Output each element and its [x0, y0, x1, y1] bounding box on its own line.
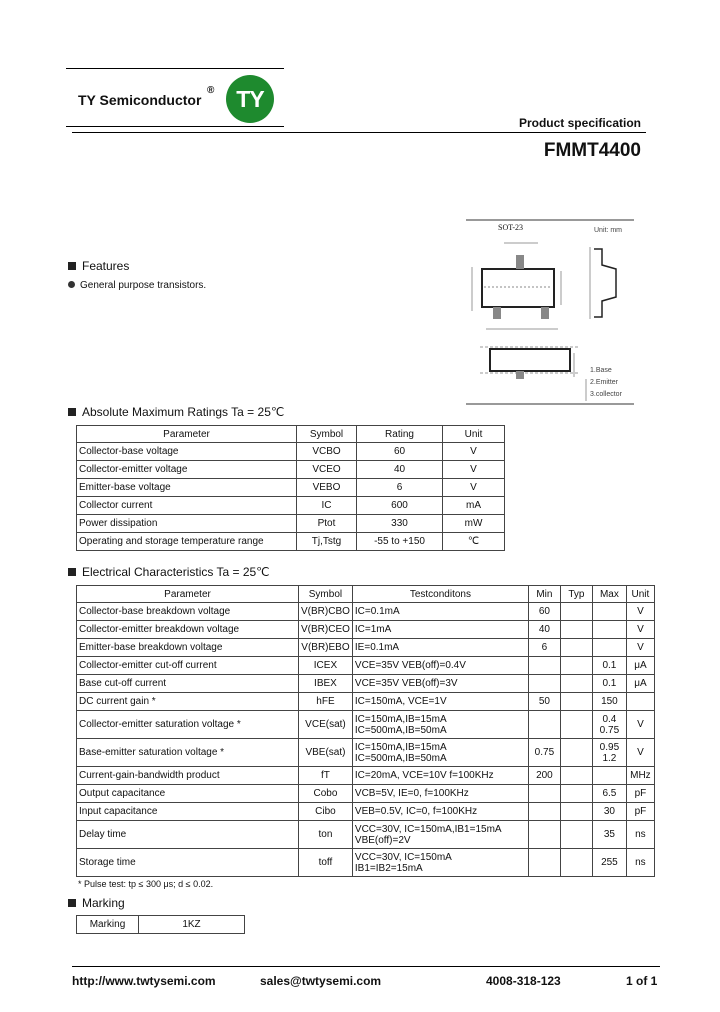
table-cell: IC=1mA	[352, 621, 528, 639]
table-cell: μA	[626, 657, 654, 675]
table-row	[77, 479, 505, 497]
table-cell: IC=150mA,IB=15mA IC=500mA,IB=50mA	[352, 711, 528, 739]
table-cell: IC=0.1mA	[352, 603, 528, 621]
table-cell: mW	[443, 515, 505, 533]
marking-heading: Marking	[68, 896, 125, 910]
table-cell	[560, 711, 592, 739]
footer-rule	[72, 966, 660, 967]
table-cell: Power dissipation	[77, 515, 297, 533]
table-cell: 0.4 0.75	[592, 711, 626, 739]
table-cell: V	[626, 621, 654, 639]
footer-page: 1 of 1	[626, 974, 658, 988]
marking-value: 1KZ	[139, 916, 245, 934]
square-bullet-icon	[68, 899, 76, 907]
table-cell: MHz	[626, 767, 654, 785]
table-cell	[560, 785, 592, 803]
table-cell	[560, 849, 592, 877]
table-cell: IE=0.1mA	[352, 639, 528, 657]
table-cell: VCE(sat)	[299, 711, 353, 739]
table-cell: IC=150mA,IB=15mA IC=500mA,IB=50mA	[352, 739, 528, 767]
table-row	[77, 739, 655, 767]
table-cell: ns	[626, 821, 654, 849]
table-cell	[528, 657, 560, 675]
table-cell	[592, 621, 626, 639]
col-typ: Typ	[560, 586, 592, 603]
pin-1: 1.Base	[590, 367, 612, 374]
table-row	[77, 693, 655, 711]
table-cell: 0.1	[592, 657, 626, 675]
table-cell	[560, 639, 592, 657]
table-cell: Collector-base breakdown voltage	[77, 603, 299, 621]
table-cell: Collector-emitter cut-off current	[77, 657, 299, 675]
header-rule-bottom	[66, 126, 284, 127]
table-header-row	[77, 586, 655, 603]
table-cell	[560, 657, 592, 675]
round-bullet-icon	[68, 281, 75, 288]
title-rule	[72, 132, 646, 133]
table-cell	[528, 821, 560, 849]
col-min: Min	[528, 586, 560, 603]
table-row	[77, 916, 245, 934]
table-cell	[528, 785, 560, 803]
table-cell	[528, 803, 560, 821]
table-cell	[592, 603, 626, 621]
table-cell: IBEX	[299, 675, 353, 693]
table-cell: VEB=0.5V, IC=0, f=100KHz	[352, 803, 528, 821]
table-cell: pF	[626, 785, 654, 803]
table-cell: toff	[299, 849, 353, 877]
footer-phone: 4008-318-123	[486, 974, 561, 988]
table-cell: Base cut-off current	[77, 675, 299, 693]
table-cell: Input capacitance	[77, 803, 299, 821]
table-cell: Collector-emitter breakdown voltage	[77, 621, 299, 639]
table-cell: fT	[299, 767, 353, 785]
table-cell: ICEX	[299, 657, 353, 675]
table-cell	[560, 693, 592, 711]
company-logo: TY	[226, 75, 274, 123]
table-cell: Ptot	[297, 515, 357, 533]
table-cell	[528, 849, 560, 877]
table-cell: 40	[528, 621, 560, 639]
table-cell	[592, 767, 626, 785]
table-cell: Cibo	[299, 803, 353, 821]
part-number: FMMT4400	[543, 140, 641, 161]
pulse-test-note: * Pulse test: tp ≤ 300 μs; d ≤ 0.02.	[78, 879, 214, 889]
table-row	[77, 785, 655, 803]
table-cell: VEBO	[297, 479, 357, 497]
header-rule-top	[66, 68, 284, 69]
marking-table	[76, 915, 245, 934]
col-max: Max	[592, 586, 626, 603]
table-cell: 50	[528, 693, 560, 711]
table-cell: mA	[443, 497, 505, 515]
col-unit: Unit	[443, 426, 505, 443]
table-cell: Emitter-base breakdown voltage	[77, 639, 299, 657]
table-cell: 150	[592, 693, 626, 711]
table-cell: IC=150mA, VCE=1V	[352, 693, 528, 711]
sot23-drawing	[466, 219, 634, 405]
table-row	[77, 803, 655, 821]
table-cell: 600	[357, 497, 443, 515]
table-row	[77, 443, 505, 461]
registered-mark: ®	[207, 85, 215, 96]
table-cell: VCC=30V, IC=150mA,IB1=15mA VBE(off)=2V	[352, 821, 528, 849]
table-cell: ns	[626, 849, 654, 877]
table-row	[77, 639, 655, 657]
table-cell: 0.95 1.2	[592, 739, 626, 767]
table-row	[77, 821, 655, 849]
table-cell: 255	[592, 849, 626, 877]
table-cell: 40	[357, 461, 443, 479]
pin-2: 2.Emitter	[590, 379, 619, 386]
table-cell	[626, 693, 654, 711]
table-cell: -55 to +150	[357, 533, 443, 551]
table-cell: Base-emitter saturation voltage *	[77, 739, 299, 767]
table-header-row	[77, 426, 505, 443]
table-cell: μA	[626, 675, 654, 693]
table-cell: 60	[357, 443, 443, 461]
table-cell: Cobo	[299, 785, 353, 803]
table-row	[77, 657, 655, 675]
table-cell: Current-gain-bandwidth product	[77, 767, 299, 785]
table-cell: VCE=35V VEB(off)=0.4V	[352, 657, 528, 675]
table-cell	[560, 675, 592, 693]
package-name: SOT-23	[498, 223, 524, 232]
abs-max-table	[76, 425, 505, 551]
elec-table	[76, 585, 655, 877]
doc-type: Product specification	[518, 116, 641, 130]
table-cell: V	[443, 443, 505, 461]
table-cell: V	[626, 603, 654, 621]
package-outline-drawing	[466, 219, 634, 405]
abs-max-heading: Absolute Maximum Ratings Ta = 25℃	[68, 405, 284, 419]
table-row	[77, 497, 505, 515]
table-cell: IC	[297, 497, 357, 515]
features-heading: Features	[68, 259, 129, 273]
company-name: TY Semiconductor	[78, 92, 202, 108]
table-cell: VCB=5V, IE=0, f=100KHz	[352, 785, 528, 803]
table-row	[77, 767, 655, 785]
table-cell: Delay time	[77, 821, 299, 849]
table-cell: Operating and storage temperature range	[77, 533, 297, 551]
table-cell	[560, 767, 592, 785]
table-cell: VCE=35V VEB(off)=3V	[352, 675, 528, 693]
table-cell: 30	[592, 803, 626, 821]
table-row	[77, 849, 655, 877]
table-cell: Collector current	[77, 497, 297, 515]
table-cell	[560, 603, 592, 621]
table-cell: DC current gain *	[77, 693, 299, 711]
table-row	[77, 675, 655, 693]
col-parameter: Parameter	[77, 586, 299, 603]
table-cell: VCBO	[297, 443, 357, 461]
footer-email[interactable]: sales@twtysemi.com	[260, 974, 382, 988]
table-cell: pF	[626, 803, 654, 821]
table-cell: IC=20mA, VCE=10V f=100KHz	[352, 767, 528, 785]
table-cell: V	[443, 479, 505, 497]
table-row	[77, 621, 655, 639]
table-cell: ton	[299, 821, 353, 849]
table-cell: Collector-emitter voltage	[77, 461, 297, 479]
table-cell: Collector-base voltage	[77, 443, 297, 461]
table-cell: 0.1	[592, 675, 626, 693]
table-cell	[592, 639, 626, 657]
table-cell	[528, 711, 560, 739]
table-cell: 6	[357, 479, 443, 497]
table-cell: V(BR)CBO	[299, 603, 353, 621]
col-parameter: Parameter	[77, 426, 297, 443]
table-cell: VCC=30V, IC=150mA IB1=IB2=15mA	[352, 849, 528, 877]
footer-website[interactable]: http://www.twtysemi.com	[72, 974, 216, 988]
table-row	[77, 711, 655, 739]
table-cell: 6.5	[592, 785, 626, 803]
table-cell: V	[626, 711, 654, 739]
marking-label: Marking	[77, 916, 139, 934]
table-cell	[560, 739, 592, 767]
square-bullet-icon	[68, 408, 76, 416]
col-unit: Unit	[626, 586, 654, 603]
table-cell: 200	[528, 767, 560, 785]
table-row	[77, 533, 505, 551]
table-cell: Emitter-base voltage	[77, 479, 297, 497]
table-row	[77, 461, 505, 479]
table-cell: Storage time	[77, 849, 299, 877]
table-cell: V	[626, 639, 654, 657]
table-row	[77, 515, 505, 533]
table-cell: hFE	[299, 693, 353, 711]
col-rating: Rating	[357, 426, 443, 443]
table-cell: 330	[357, 515, 443, 533]
table-cell: 60	[528, 603, 560, 621]
table-cell: VBE(sat)	[299, 739, 353, 767]
table-row	[77, 603, 655, 621]
table-cell: 6	[528, 639, 560, 657]
features-item: General purpose transistors.	[68, 280, 206, 291]
table-cell	[528, 675, 560, 693]
square-bullet-icon	[68, 262, 76, 270]
table-cell: V	[626, 739, 654, 767]
table-cell: Tj,Tstg	[297, 533, 357, 551]
table-cell: 35	[592, 821, 626, 849]
table-cell	[560, 621, 592, 639]
table-cell: 0.75	[528, 739, 560, 767]
table-cell: Collector-emitter saturation voltage *	[77, 711, 299, 739]
table-cell	[560, 803, 592, 821]
square-bullet-icon	[68, 568, 76, 576]
table-cell: VCEO	[297, 461, 357, 479]
table-cell: V	[443, 461, 505, 479]
package-unit: Unit: mm	[594, 227, 622, 234]
table-cell: Output capacitance	[77, 785, 299, 803]
table-cell	[560, 821, 592, 849]
table-cell: V(BR)EBO	[299, 639, 353, 657]
table-cell: ℃	[443, 533, 505, 551]
col-testconditions: Testconditons	[352, 586, 528, 603]
elec-heading: Electrical Characteristics Ta = 25℃	[68, 565, 270, 579]
pin-3: 3.collector	[590, 391, 622, 398]
table-cell: V(BR)CEO	[299, 621, 353, 639]
col-symbol: Symbol	[299, 586, 353, 603]
col-symbol: Symbol	[297, 426, 357, 443]
